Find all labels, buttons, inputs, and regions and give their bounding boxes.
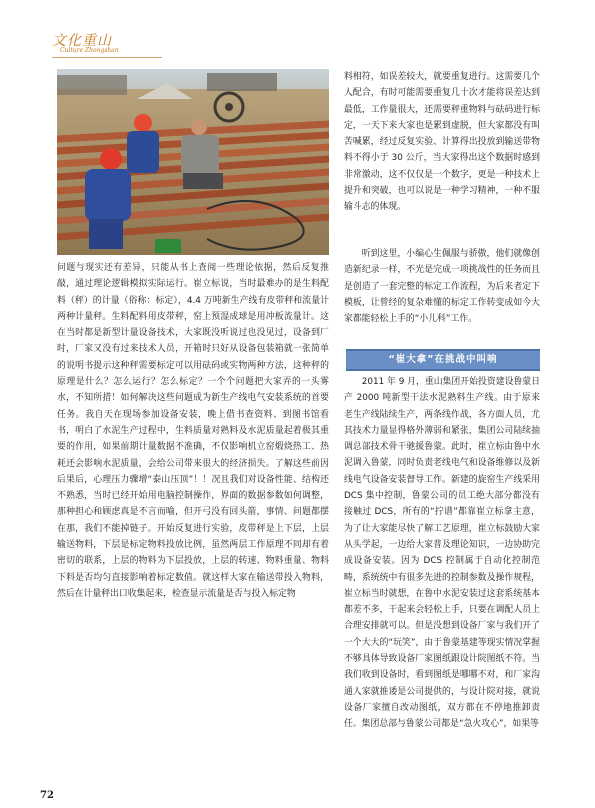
header-title: 文化重山 — [52, 33, 112, 49]
article-body-right-column-top — [344, 69, 540, 216]
workers-on-pipes-photo — [57, 69, 329, 255]
right-column-paragraph-3: 2011 年 9 月，重山集团开始投资建设鲁蒙日产 2000 吨新型干法水泥熟料生产线。由于原来老生产线陆续生产，两条线作战，各方面人员，尤其技术力量显得格外薄弱和紧张，集团公司陆续抽调总部技术骨干驰援鲁蒙。此时，崔立标由鲁中水泥调入鲁蒙，同时负责老线电气和设备维修以及新线电气设备安装督导工作。新建的旋窑生产线采用 DCS 集中控制，鲁蒙公司的员工绝大部分都没有接触过 DCS，所有的“拧谱”都靠崔立标拿主意，为了让大家能尽快了解工艺原理，崔立标鼓励大家从头学起，一边给大家普及理论知识，一边协助完成设备安装。因为 DCS 控制属于自动化控制范畴，系统统中有很多先进的控制参数及操作规程，崔立标当时就想，在鲁中水泥安装过这套系统基本都差不多，干起来会轻松上手，只要在调配人员上合理安排就可以。但是没想到设备厂家与我们开了一个大大的“玩笑”，由于鲁蒙基建等现实情况掌握不够具体导致设备厂家图纸跟设计院图纸不符。当我们收到设备时，看到图纸是哪哪不对，和厂家沟通人家就推诿是公司提供的，与设计院对接，就说设备厂家擅自改动图纸，双方都在不停地推卸责任。集团总部与鲁蒙公司都是“急火攻心”，如果等 — [344, 377, 540, 730]
right-column-paragraph-2: 听到这里，小编心生佩服与骄傲，他们就像创造新纪录一样，不光是完成一项挑战性的任务而且是创造了一套完整的标定工作流程，为后来者定下模板，让曾经的复杂难懂的标定工作转变成如今大家都能轻松上手的“小儿科”工作。 — [344, 249, 540, 325]
magazine-header — [52, 30, 252, 60]
header-subtitle: Culture Zhongshan — [60, 47, 119, 54]
right-column-paragraph-1: 料相符，如误差较大，就要重复进行。这需要几个人配合，有时可能需要重复几十次才能将误差达到最低，工作量很大，还需要秤重物料与砝码进行标定，一天下来大家也是累到虚脱，但大家都没有叫苦喊累，经过反复实验、计算得出投放到输送带物料不得小于 30 公斤，当大家得出这个数据时感到非常激动，这不仅仅是一个数字，更是一种技术上提升和突破，也可以说是一种学习精神，一种不服输斗志的体现。 — [344, 72, 540, 213]
section-heading: “崔大拿”在挑战中叫响 — [388, 354, 498, 365]
article-photo — [57, 69, 329, 255]
section-heading-banner — [346, 349, 540, 371]
left-column-paragraph: 问题与现实还有差异，只能从书上查阅一些理论依据，然后反复推敲，通过理论逻辑模拟实际运行。崔立标说，当时最难办的是生料配料（秤）的计量（俗称：标定），4.4 万吨新生产线有皮带秤和流量计两种计量秤。生料配料用皮带秤，窑上预湿成球是用冲板流量计。这在当时都是新型计量设备技术，大家既没听说过也没见过，设备到厂时，厂家又没有过来技术人员，开箱时只好从设备包装箱就一张简单的说明书提示这种秤需要标定可以用砝码或实物两种方法，这种秤的原理是什么？怎么运行？怎么标定？一个个问题把大家弄的一头雾水，不知所措！如何解决这些问题成为新生产线电气安装系统的首要任务。我自天在现场参加设备安装，晚上借书查资料、到图书馆看书，明白了水泥生产过程中，生料质量对熟料及水泥质量起着极其重要的作用，如果前期计量数据不准确，不仅影响机立窑煅烧热工、热耗还会影响水泥质量，会给公司带来很大的经济损失。了解这些前因后果后，心理压力骤增“泰山压顶”！！况且我们对设备性能、结构还不熟悉，当时已经开始用电脑控制操作，界面的数据参数如何调整，那种担心和顾虑真是不言而喻，但开弓没有回头箭，事情、问题都摆在那，我们不能掉链子。开始反复进行实验，皮带秤是上下层，上层输送物料，下层是标定物料投放比例，虽然两层工作原理不同却有着密切的联系，上层的物料为下层投放，上层的转速、物料重量、物料下料是否均匀直接影响着标定数值。就这样大家在输送带投入物料，然后在计量秤出口收集起来，检查显示流量是否与投入标定物 — [57, 263, 329, 599]
page-number: 72 — [40, 790, 54, 801]
header-divider — [52, 57, 162, 58]
article-body-left-column — [57, 260, 329, 602]
article-body-right-column-mid — [344, 246, 540, 327]
article-body-right-column-bottom — [344, 374, 540, 733]
